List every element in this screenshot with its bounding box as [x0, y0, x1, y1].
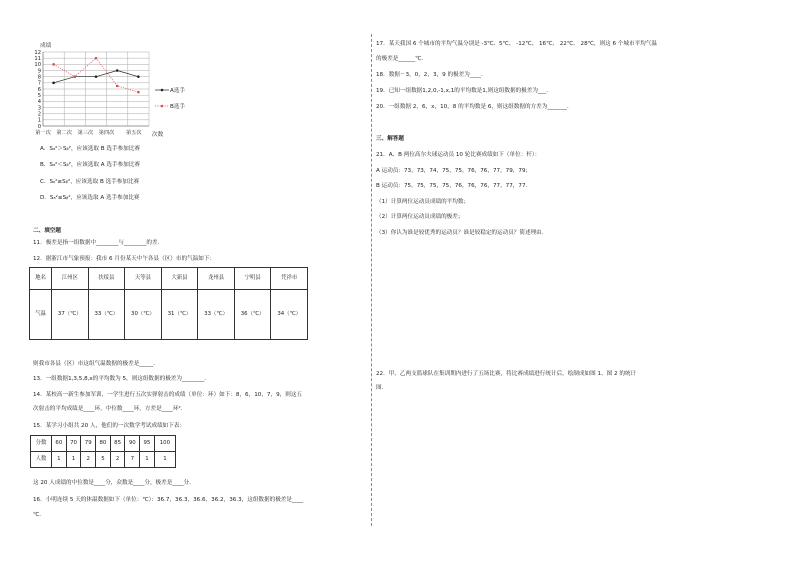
question-22-continued: 图．: [376, 385, 388, 391]
table-cell: 2: [110, 452, 125, 468]
table-cell: 地名: [30, 268, 52, 290]
x-tick-label: 第四次: [98, 130, 115, 136]
option-d: D．Sₐ²≤Sᵦ²，应该选取 A 选手参加比赛: [40, 195, 140, 201]
table-cell: 宁明县: [234, 268, 271, 290]
option-b: B．Sₐ²＜Sᵦ²，应该选取 A 选手参加比赛: [40, 162, 140, 168]
legend-label: A选手: [170, 88, 186, 94]
question-19: 19．已知一组数据1,2,0,-1,x,1的平均数是1,则这组数据的极差为___．: [376, 88, 552, 94]
column-divider: [371, 34, 372, 526]
table-cell: 36（℃）: [234, 290, 271, 340]
table-cell: 1: [140, 452, 155, 468]
score-table: [30, 435, 176, 468]
data-point: [52, 63, 55, 66]
question-12: 12．据浙江市气象预报：我市 6 月份某天中午各县（区）市的气温如下：: [33, 256, 216, 262]
x-tick-label: 第二次: [56, 130, 72, 136]
section-answer-heading: 三、解答题: [376, 136, 404, 142]
table-cell: 2: [81, 452, 96, 468]
question-16-continued: ℃．: [33, 512, 45, 518]
table-cell: 30（℃）: [125, 290, 162, 340]
x-tick-label: 第一次: [35, 130, 51, 136]
option-a: A．Sₐ²＞Sᵦ²，应该选取 B 选手参加比赛: [40, 146, 140, 152]
x-tick-label: 第三次: [77, 130, 94, 136]
temperature-table: [29, 267, 308, 340]
y-tick-label: 9: [37, 68, 41, 75]
table-cell: 37（℃）: [52, 290, 89, 340]
line-chart: [28, 40, 203, 142]
question-15: 15．某学习小组共 20 人，他们的一次数学考试成绩如下表：: [33, 423, 186, 429]
x-tick-label: 第五次: [126, 130, 142, 136]
question-20: 20．一组数据 2，6，x，10，8 的平均数是 6，则这组数据的方差为_______．: [376, 104, 573, 110]
data-point: [74, 75, 77, 78]
data-point: [137, 75, 140, 78]
chart-ylabel: 成绩: [40, 43, 52, 49]
table-cell: 31（℃）: [161, 290, 198, 340]
table-cell: 85: [110, 436, 125, 452]
table-cell: 33（℃）: [198, 290, 235, 340]
score-table-row: [31, 452, 176, 468]
question-22: 22．甲、乙两支篮球队在集训期内进行了五场比赛，将比赛成绩进行统计后，绘制成如图 1、图 2 的统计: [376, 371, 637, 377]
temperature-table-header-row: [30, 268, 308, 290]
y-tick-label: 12: [34, 49, 41, 56]
question-18: 18．数据－3，0，2，3，9 的极差为____．: [376, 72, 487, 78]
question-15-continued: 这 20 人成绩的中位数是____分，众数是____分，极差是____分．: [33, 480, 195, 486]
y-tick-label: 11: [34, 55, 41, 62]
question-21-athlete-b: B 运动员：75，75，75，75，76，76，76，77，77，77．: [376, 183, 532, 189]
table-cell: 90: [125, 436, 140, 452]
question-21: 21．A、B 两位高尔夫球运动员 10 轮比赛成绩如下（单位：杆）：: [376, 152, 541, 158]
data-point: [52, 82, 55, 85]
table-cell: 80: [96, 436, 111, 452]
data-point: [137, 91, 140, 94]
question-13: 13．一组数据1,3,5,8,x的平均数为 5，则这组数据的极差为________．: [33, 376, 210, 382]
y-tick-label: 3: [37, 105, 41, 112]
option-c: C．Sₐ²≥Sᵦ²，应该选取 B 选手参加比赛: [40, 179, 140, 185]
table-cell: 100: [154, 436, 175, 452]
y-tick-label: 6: [37, 86, 41, 93]
data-point: [95, 57, 98, 60]
table-cell: 分数: [31, 436, 52, 452]
data-point: [116, 69, 119, 72]
table-cell: 70: [66, 436, 81, 452]
question-17-continued: 的极差是______℃．: [376, 56, 428, 62]
y-tick-label: 1: [37, 117, 41, 124]
table-cell: 1: [52, 452, 67, 468]
y-tick-label: 2: [37, 111, 41, 118]
y-tick-label: 10: [34, 62, 41, 69]
score-table-row: [31, 436, 176, 452]
table-cell: 天等县: [125, 268, 162, 290]
table-cell: 凭祥市: [271, 268, 308, 290]
table-cell: 1: [66, 452, 81, 468]
data-point: [95, 75, 98, 78]
question-21-part-2: （2）计算两位运动员成绩的极差；: [376, 214, 464, 220]
y-tick-label: 0: [37, 123, 41, 130]
question-21-athlete-a: A 运动员：73，73，74，75，75，76，76，77，79，79；: [376, 168, 532, 174]
table-cell: 1: [154, 452, 175, 468]
legend-label: B选手: [170, 104, 186, 110]
table-cell: 5: [96, 452, 111, 468]
table-cell: 龙州县: [198, 268, 235, 290]
data-point: [116, 85, 119, 88]
question-14-continued: 次射击的平均成绩是____环，中位数____环，方差是____环²．: [33, 406, 187, 412]
question-14: 14．某校高一新生参加军训，一学生进行五次实弹射击的成绩（单位：环）如下：8，6，10，7，9，则这五: [33, 392, 303, 398]
section-fill-in-heading: 二、填空题: [33, 228, 61, 234]
y-tick-label: 7: [37, 80, 41, 87]
question-17: 17．某天我国 6 个城市的平均气温分别是 -3℃、5℃、 -12℃、 16℃、 22℃、 28℃，则这 6 个城市平均气温: [376, 41, 657, 47]
temperature-table-value-row: [30, 290, 308, 340]
legend-marker: [161, 105, 164, 108]
question-21-part-1: （1）计算两位运动员成绩的平均数；: [376, 199, 470, 205]
table-cell: 7: [125, 452, 140, 468]
table-cell: 34（℃）: [271, 290, 308, 340]
table-cell: 95: [140, 436, 155, 452]
table-cell: 扶绥县: [88, 268, 125, 290]
legend-marker: [161, 89, 164, 92]
question-12-continued: 则我市各县（区）市这组气温数据的极差是_____．: [33, 361, 159, 367]
table-cell: 人数: [31, 452, 52, 468]
question-11: 11．极差是指一组数据中________与________的差．: [33, 240, 164, 246]
y-tick-label: 8: [37, 74, 41, 81]
question-21-part-3: （3）你认为谁是较优秀的运动员？谁是较稳定的运动员？简述理由．: [376, 230, 548, 236]
chart-xlabel: 次数: [152, 132, 164, 138]
table-cell: 79: [81, 436, 96, 452]
y-tick-label: 4: [37, 99, 41, 106]
y-tick-label: 5: [37, 92, 41, 99]
table-cell: 60: [52, 436, 67, 452]
question-16: 16．小明连续 5 天的体温数据如下（单位：℃）：36.7，36.3，36.6，36.2，36.3，这组数据的极差是____: [33, 497, 304, 503]
table-cell: 大新县: [161, 268, 198, 290]
table-cell: 33（℃）: [88, 290, 125, 340]
table-cell: 气温: [30, 290, 52, 340]
table-cell: 江州区: [52, 268, 89, 290]
series-line-b: [54, 58, 139, 92]
